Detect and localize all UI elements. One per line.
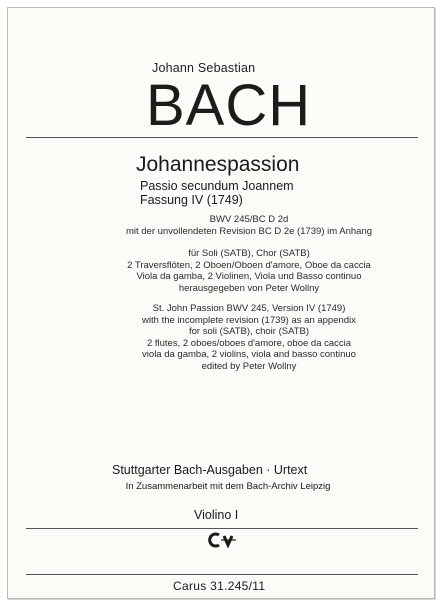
scoring-line: 2 Traversflöten, 2 Oboen/Oboen d'amore, Oboe da caccia xyxy=(127,259,371,271)
divider-top xyxy=(26,137,418,138)
score-cover-page xyxy=(7,7,435,599)
english-line: viola da gamba, 2 violins, viola and basso continuo xyxy=(142,349,356,361)
details-line: BWV 245/BC D 2d xyxy=(209,214,289,225)
details-line: mit der unvollendeten Revision BC D 2e (1739) im Anhang xyxy=(125,225,373,237)
series-title: Stuttgarter Bach-Ausgaben · Urtext xyxy=(112,463,308,477)
work-subtitle: Passio secundum Joannem xyxy=(140,179,294,193)
series-subtitle: In Zusammenarbeit mit dem Bach-Archiv Leipzig xyxy=(125,481,331,492)
english-line: 2 flutes, 2 oboes/oboes d'amore, oboe da caccia xyxy=(146,337,352,349)
english-description xyxy=(124,303,374,373)
english-line: edited by Peter Wollny xyxy=(201,360,297,372)
carus-logo-icon xyxy=(208,532,238,548)
divider-bottom xyxy=(26,574,418,575)
english-line: St. John Passion BWV 245, Version IV (1749) xyxy=(152,303,346,314)
version-label: Fassung IV (1749) xyxy=(140,193,243,207)
english-line: with the incomplete revision (1739) as an appendix xyxy=(142,314,356,326)
scoring-line: herausgegeben von Peter Wollny xyxy=(178,282,320,294)
instrument-part: Violino I xyxy=(194,508,239,522)
scoring-line: Viola da gamba, 2 Violinen, Viola und Basso continuo xyxy=(136,271,362,283)
composer-last-name: BACH xyxy=(146,73,312,138)
catalog-number: Carus 31.245/11 xyxy=(173,579,266,593)
divider-middle xyxy=(26,528,418,529)
german-scoring xyxy=(124,248,374,294)
scoring-line: für Soli (SATB), Chor (SATB) xyxy=(188,248,310,259)
english-line: for soli (SATB), choir (SATB) xyxy=(189,326,309,338)
composer-first-names: Johann Sebastian xyxy=(152,61,256,75)
catalog-details xyxy=(124,214,374,237)
work-title: Johannespassion xyxy=(136,153,300,176)
